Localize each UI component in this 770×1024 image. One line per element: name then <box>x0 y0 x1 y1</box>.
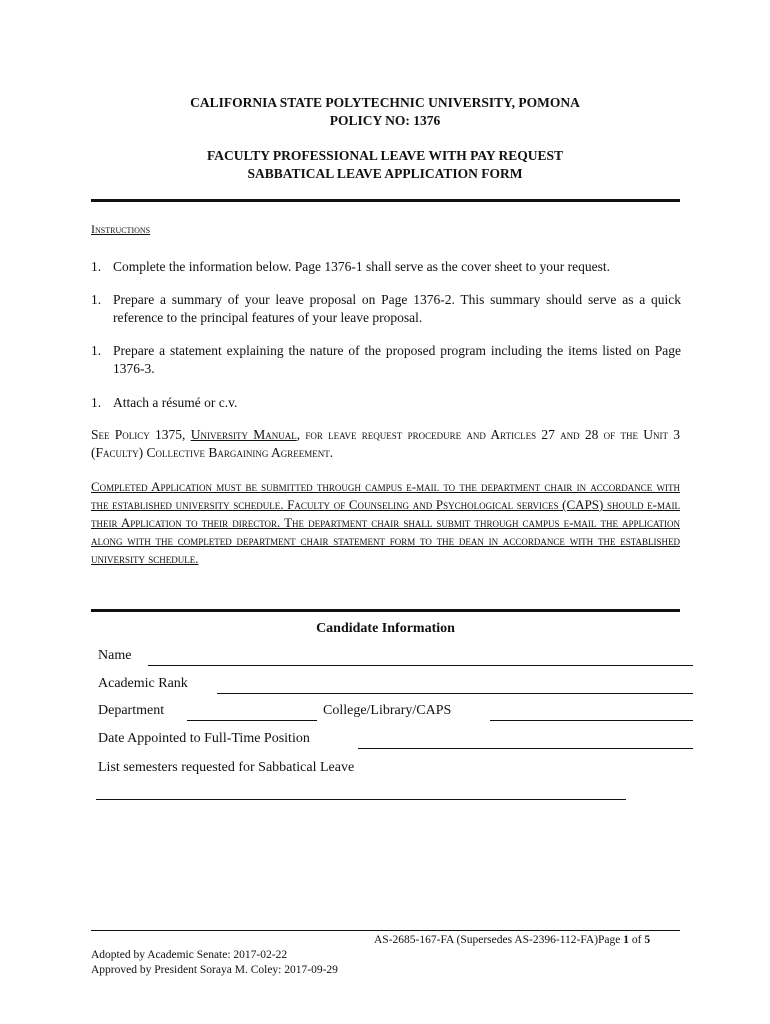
university-manual-link[interactable]: University Manual <box>190 427 297 442</box>
submission-note: Completed Application must be submitted through campus e-mail to the department chair in accordance with the established university schedule. Faculty of Counseling and Psychological services (CAPS) should e-mail their Application to their director. The department chair shall submit through campus e-mail the application along with the completed department chair statement form to the dean in accordance with the established university schedule. <box>91 479 680 566</box>
semesters-field[interactable] <box>96 799 626 800</box>
footer-form-code <box>374 934 650 946</box>
policy-number: POLICY NO: 1376 <box>329 113 441 128</box>
instruction-step <box>91 394 681 412</box>
step-number: 1. <box>91 292 102 307</box>
college-label: College/Library/CAPS <box>323 703 452 718</box>
academic-rank-field[interactable] <box>217 693 693 694</box>
step-text: Prepare a statement explaining the nature of the proposed program including the items listed on Page 1376-3. <box>113 343 681 376</box>
document-header <box>90 94 680 130</box>
instruction-step <box>91 342 681 378</box>
name-field[interactable] <box>148 665 693 666</box>
header-divider <box>91 199 680 202</box>
candidate-info-title: Candidate Information <box>316 621 455 636</box>
name-label: Name <box>98 648 132 663</box>
adopted-date: Adopted by Academic Senate: 2017-02-22 <box>91 949 288 961</box>
academic-rank-label: Academic Rank <box>98 676 188 691</box>
step-text: Attach a résumé or c.v. <box>113 395 238 410</box>
step-number: 1. <box>91 395 102 410</box>
form-subtitle: SABBATICAL LEAVE APPLICATION FORM <box>247 166 523 181</box>
date-appointed-field[interactable] <box>358 748 693 749</box>
date-appointed-label: Date Appointed to Full-Time Position <box>98 731 310 746</box>
step-text: Prepare a summary of your leave proposal on Page 1376-2. This summary should serve as a quick reference to the principal features of your leave proposal. <box>113 292 681 325</box>
footer-divider <box>91 930 680 931</box>
page-total: 5 <box>644 934 651 946</box>
step-text: Complete the information below. Page 1376-1 shall serve as the cover sheet to your request. <box>113 259 610 274</box>
section-divider <box>91 609 680 612</box>
form-title-block <box>90 147 680 183</box>
semesters-label: List semesters requested for Sabbatical Leave <box>98 760 355 775</box>
approval-info <box>91 948 338 978</box>
instruction-step <box>91 258 681 276</box>
step-number: 1. <box>91 259 102 274</box>
step-number: 1. <box>91 343 102 358</box>
page-of: of <box>629 934 645 946</box>
approved-date: Approved by President Soraya M. Coley: 2017-09-29 <box>91 964 338 976</box>
instructions-heading: Instructions <box>91 222 151 236</box>
university-name: CALIFORNIA STATE POLYTECHNIC UNIVERSITY, POMONA <box>190 95 580 110</box>
page-number: 1 <box>623 934 630 946</box>
department-field[interactable] <box>187 720 317 721</box>
college-field[interactable] <box>490 720 693 721</box>
instruction-step <box>91 291 681 327</box>
department-label: Department <box>98 703 165 718</box>
form-code-text: AS-2685-167-FA (Supersedes AS-2396-112-FA)Page <box>374 934 624 946</box>
policy-reference <box>91 426 680 462</box>
policy-reference-post: , for leave request procedure and Articles 27 and 28 of the Unit 3 (Faculty) Collective Bargaining Agreement. <box>91 427 680 460</box>
form-title: FACULTY PROFESSIONAL LEAVE WITH PAY REQUEST <box>207 148 563 163</box>
policy-reference-pre: See Policy 1375, <box>91 427 191 442</box>
